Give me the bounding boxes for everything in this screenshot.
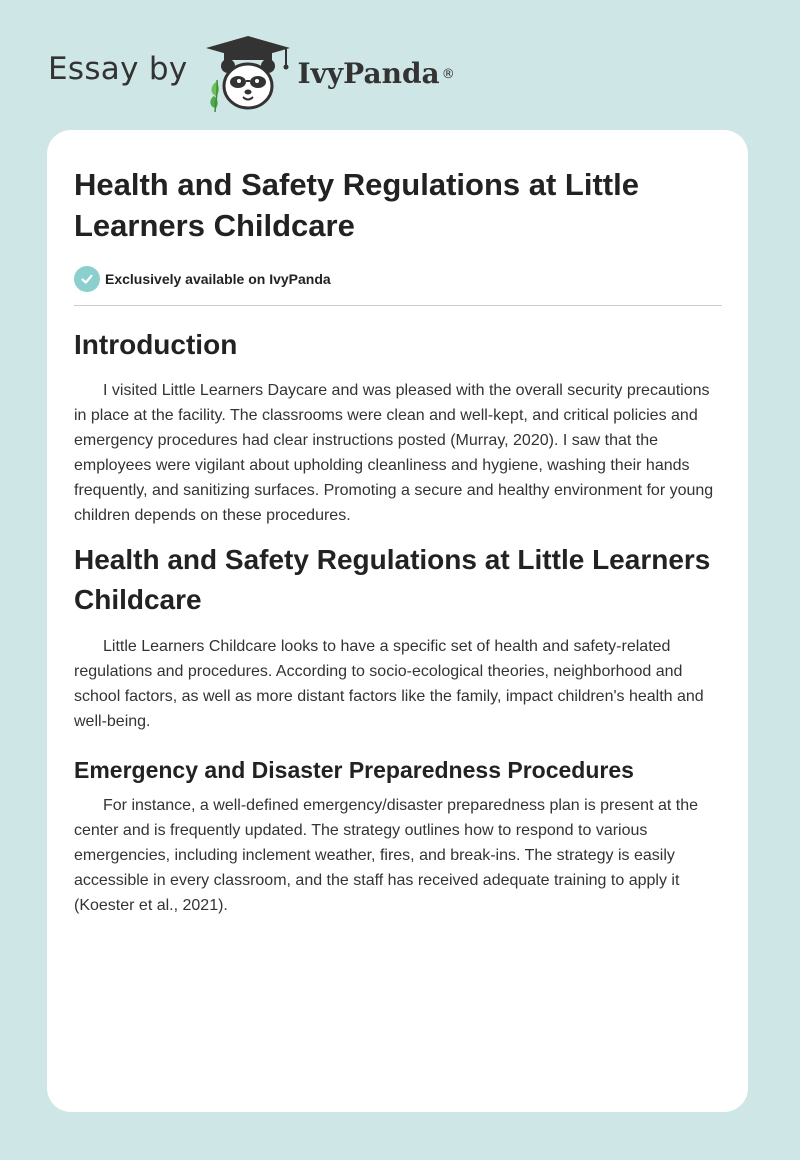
section-paragraph-emergency: For instance, a well-defined emergency/disaster preparedness plan is present at the center and is frequently updated. The strategy outlines how to respond to various emergencies, including inclement weather, fires, and break-ins. The strategy is easily accessible in every classroom, and the staff has received adequate training to apply it (Koester et al., 2021).	[74, 797, 698, 914]
exclusive-badge	[74, 266, 722, 292]
check-circle-icon	[74, 266, 100, 292]
essay-title: Health and Safety Regulations at Little Learners Childcare	[74, 167, 639, 243]
exclusive-label: Exclusively available on IvyPanda	[105, 271, 331, 287]
brand-prefix: Essay by	[48, 51, 188, 87]
title-divider	[74, 305, 722, 306]
section-paragraph-introduction: I visited Little Learners Daycare and was pleased with the overall security precautions in place at the facility. The classrooms were clean and well-kept, and critical policies and emergency procedures had clear instructions posted (Murray, 2020). I saw that the employees were vigilant about upholding cleanliness and hygiene, washing their hands frequently, and sanitizing surfaces. Promoting a secure and healthy environment for young children depends on these procedures.	[74, 382, 714, 524]
section-heading-introduction: Introduction	[74, 329, 238, 360]
brand-name[interactable]: IvyPanda	[297, 56, 440, 90]
section-paragraph-health-safety: Little Learners Childcare looks to have a specific set of health and safety-related regulations and procedures. According to socio-ecological theories, neighborhood and school factors, as well as more distant factors like the family, impact children's health and well-being.	[74, 638, 704, 730]
registered-mark: ®	[441, 66, 455, 82]
essay-card	[47, 130, 748, 1112]
panda-logo-icon[interactable]	[202, 34, 294, 114]
section-heading-health-safety: Health and Safety Regulations at Little Learners Childcare	[74, 544, 711, 615]
section-heading-emergency: Emergency and Disaster Preparedness Procedures	[74, 757, 634, 783]
brand-header	[48, 34, 455, 114]
